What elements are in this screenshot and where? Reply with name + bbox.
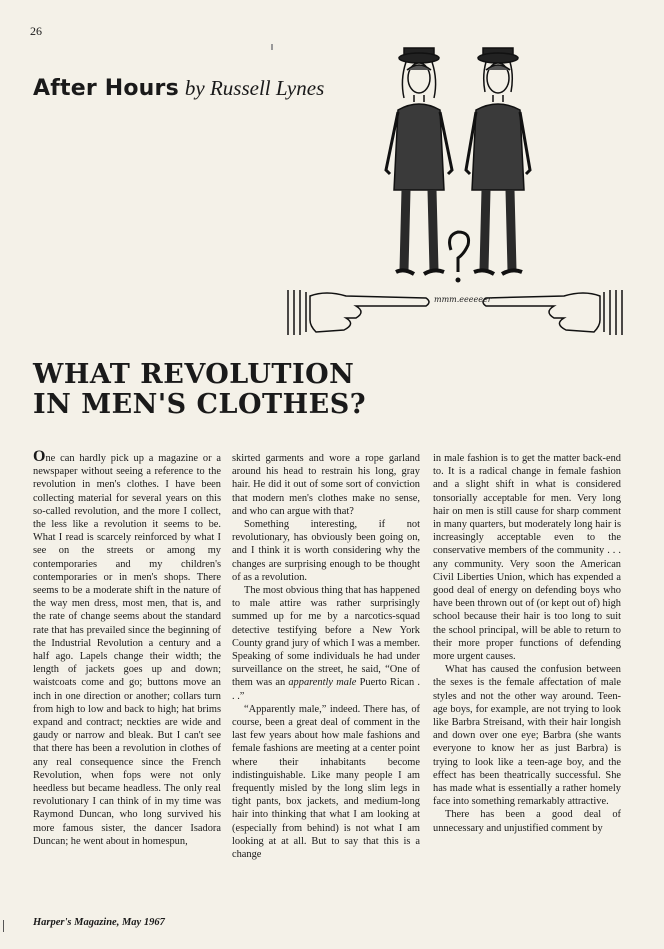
- figure-right: [466, 48, 530, 274]
- paragraph: What has caused the confusion between the sexes is the female affectation of male styles and not the other way around. Teen-age boys, for example, are not trying to look like Barbra Streisand, with their hair longish and down over one eye; Barbra (she wants everyone to know her as just Barbra) is trying to look like a teen-age boy, and the effect has been theatrically successful. She has made what is essentially a rather homely face into something remarkably attractive.: [433, 664, 621, 808]
- paragraph: There has been a good deal of unnecessary and unjustified comment by: [433, 809, 621, 834]
- footer-credit: Harper's Magazine, May 1967: [33, 917, 165, 928]
- column-2: [232, 452, 420, 861]
- paragraph: [232, 584, 420, 703]
- paragraph-text: ne can hardly pick up a magazine or a newspaper without seeing a reference to the revolution in men's clothes. I have been collecting material for several years on this so-called revolution, and the more I collect, the less like a revolution it seems to be. What I read is scarcely reinforced by what I see on the streets or among my contemporaries and my children's contemporaries or in men's shops. There seems to be a moderate shift in the nature of the way men dress, most men, that is, and the rate of change seems about the standard rate that has prevailed since the beginning of the Industrial Revolution a century and a half ago. Lapels change their width; the length of jackets goes up and down; waistcoats come and go; buttons move an inch in one direction or another; collars turn from high to low and back to high; hat brims expand and contract; neckties are wide and gaudy or narrow and bleak. But I can't see that there has been a revolution in clothes of any real consequence since the French Revolution, when fops were not only heedless but became headless. The only real revolutionary I can think of in my time was Raymond Duncan, who long survived his more famous sister, the dancer Isadora Duncan; he went about in homespun,: [33, 453, 221, 847]
- emphasis-text: apparently male: [288, 677, 357, 689]
- margin-mark: [3, 920, 4, 932]
- column-header: [33, 76, 324, 101]
- headline: [33, 360, 366, 420]
- column-3: [433, 452, 621, 835]
- paragraph: skirted garments and wore a rope garland around his head to restrain his long, gray hair. He did it out of some sort of conviction that modern men's clothes make no sense, and who can argue with that?: [232, 453, 420, 517]
- illustration: [286, 40, 626, 340]
- byline: by Russell Lynes: [184, 76, 325, 100]
- figure-left: [386, 48, 452, 274]
- drop-cap: O: [33, 448, 46, 465]
- paragraph: [33, 448, 221, 848]
- paragraph: in male fashion is to get the matter back-end to. It is a radical change in female fashion and a slight shift in what is considered tonsorially acceptable for men. Very long hair on men is still cause for sharp comment in many quarters, but moderately long hair is increasingly acceptable even to the conservative members of the community . . . any community. Very soon the American Civil Liberties Union, which has expended a good deal of energy on defending boys who have been thrown out of (or kept out of) high school because their hair is too long to suit the school principal, will be able to return to their more proper functions of defending more urgent causes.: [433, 453, 621, 663]
- paragraph: Something interesting, if not revolutionary, has obviously been going on, and I think it is worth considering why the changes are surprising enough to be thought of as a revolution.: [232, 519, 420, 583]
- paragraph-text: Puerto Rican . . .”: [232, 677, 420, 702]
- page-number: 26: [30, 24, 42, 38]
- headline-line-2: IN MEN'S CLOTHES?: [33, 389, 367, 420]
- column-name: After Hours: [33, 76, 179, 101]
- paragraph: “Apparently male,” indeed. There has, of course, been a great deal of comment in the last few years about how male fashions and female fashions are meeting at a center point where their inhabitants become indistinguishable. Like many people I am frequently misled by the long slim legs in tight pants, box jackets, and medium-long hair into thinking that what I am looking at (especially from behind) is not what I am looking at at all. But to say that this is a change: [232, 703, 420, 861]
- paragraph-text: The most obvious thing that has happened to male attire was rather surprisingly summed up for me by a narcotics-squad detective testifying before a New York County grand jury of which I was a member. Speaking of some individuals he had under surveillance on the street, he said, “One of them was an: [232, 585, 420, 689]
- question-mark: [450, 232, 469, 272]
- printer-mark: [271, 44, 273, 50]
- headline-line-1: WHAT REVOLUTION: [33, 359, 355, 390]
- column-1: [33, 448, 221, 848]
- illustrator-signature: mmm.eeeeeer: [434, 295, 492, 304]
